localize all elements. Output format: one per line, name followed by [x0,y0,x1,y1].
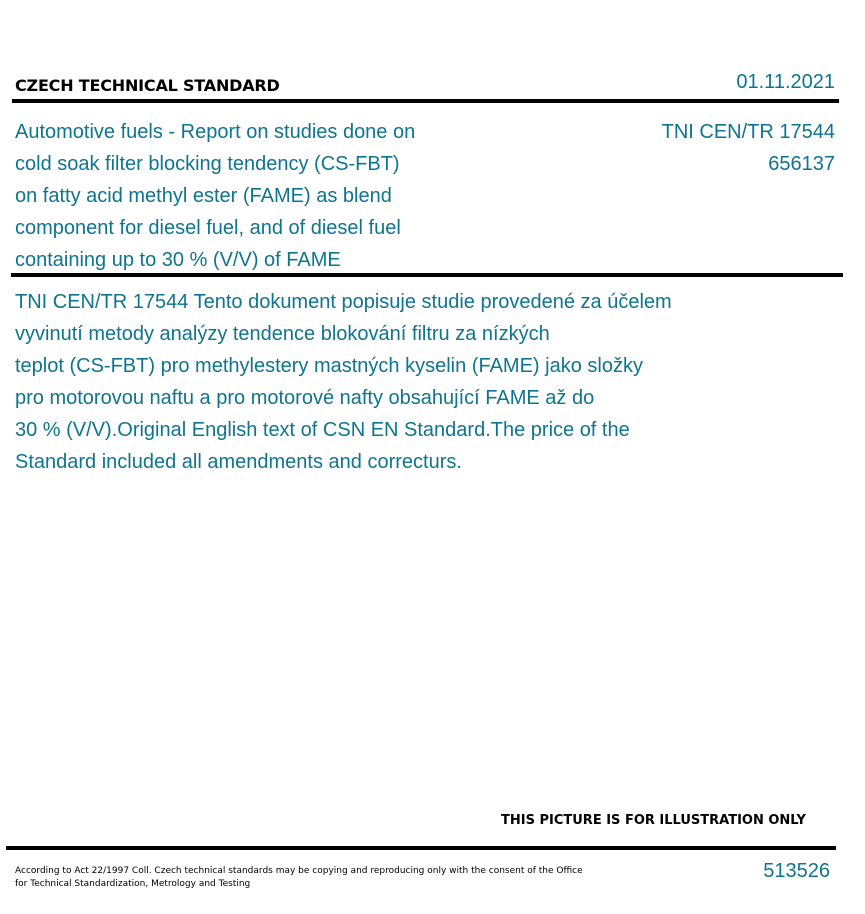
catalog-number: 656137 [768,153,835,175]
footer-number: 513526 [763,860,830,882]
standard-title [15,116,475,276]
legal-notice [15,865,585,891]
title-line: component for diesel fuel, and of diesel fuel [15,217,401,239]
description-line: Standard included all amendments and correcturs. [15,451,462,473]
title-line: Automotive fuels - Report on studies done on [15,121,416,143]
document-type-label: CZECH TECHNICAL STANDARD [15,76,280,95]
legal-line: for Technical Standardization, Metrology and Testing [15,879,251,889]
title-line: cold soak filter blocking tendency (CS-FBT) [15,153,400,175]
standard-identifiers [662,116,835,180]
title-line: on fatty acid methyl ester (FAME) as blend [15,185,392,207]
description-line: vyvinutí metody analýzy tendence blokování filtru za nízkých [15,323,550,345]
title-line: containing up to 30 % (V/V) of FAME [15,249,341,271]
standard-code: TNI CEN/TR 17544 [661,121,835,143]
legal-line: According to Act 22/1997 Coll. Czech technical standards may be copying and reproducing only with the consent of the Office [15,866,583,876]
header-divider [12,99,839,103]
illustration-notice: THIS PICTURE IS FOR ILLUSTRATION ONLY [501,813,806,828]
title-divider [11,273,843,277]
description-line: TNI CEN/TR 17544 Tento dokument popisuje studie provedené za účelem [15,291,672,313]
description-line: pro motorovou naftu a pro motorové nafty obsahující FAME až do [15,387,595,409]
standard-description [15,286,735,478]
publication-date: 01.11.2021 [736,71,835,93]
description-line: teplot (CS-FBT) pro methylestery mastných kyselin (FAME) jako složky [15,355,643,377]
footer-divider [6,846,836,850]
description-line: 30 % (V/V).Original English text of CSN EN Standard.The price of the [15,419,630,441]
